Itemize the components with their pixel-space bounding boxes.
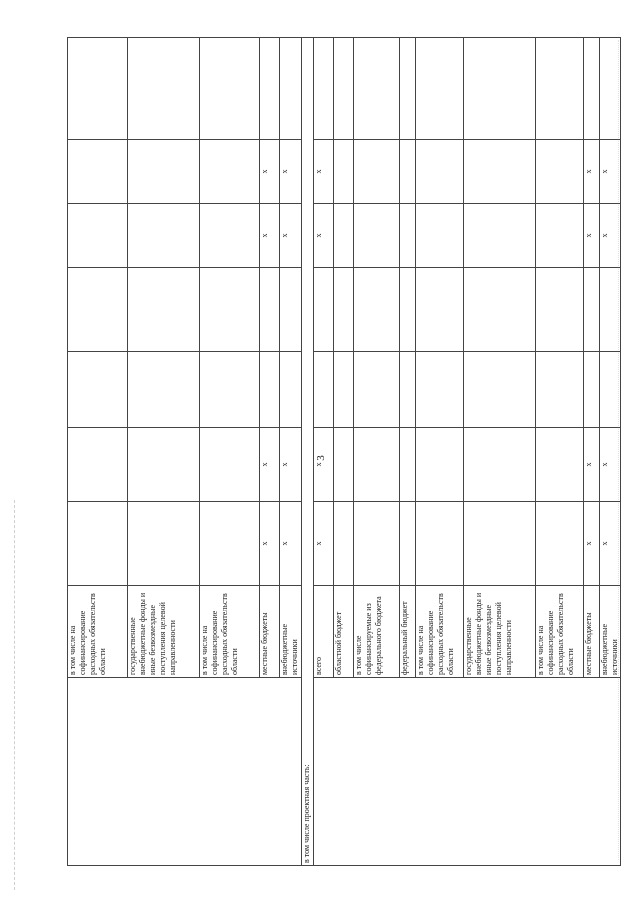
value-cell: x bbox=[600, 204, 621, 268]
value-cell: x bbox=[584, 428, 600, 502]
value-cell bbox=[464, 428, 536, 502]
value-cell: x bbox=[584, 204, 600, 268]
value-cell bbox=[416, 428, 464, 502]
blank-cell bbox=[314, 38, 334, 140]
scan-edge-mark bbox=[14, 500, 16, 890]
row-label: областной бюджет bbox=[334, 586, 354, 678]
value-cell bbox=[354, 204, 400, 268]
row-label: в том числе на софинансирование расходных обязательств области bbox=[68, 586, 128, 678]
value-cell bbox=[68, 204, 128, 268]
value-cell bbox=[200, 268, 260, 352]
value-cell bbox=[334, 140, 354, 204]
value-cell bbox=[280, 268, 302, 352]
value-cell bbox=[334, 204, 354, 268]
value-cell bbox=[416, 204, 464, 268]
table-row bbox=[68, 38, 128, 866]
value-cell bbox=[128, 204, 200, 268]
value-cell bbox=[334, 268, 354, 352]
value-cell bbox=[354, 428, 400, 502]
value-cell bbox=[400, 352, 416, 428]
value-cell bbox=[400, 502, 416, 586]
value-cell bbox=[68, 352, 128, 428]
blank-cell bbox=[334, 38, 354, 140]
row-label: в том числе на софинансирование расходных обязательств области bbox=[536, 586, 584, 678]
value-cell bbox=[584, 268, 600, 352]
value-cell bbox=[354, 502, 400, 586]
value-cell bbox=[280, 352, 302, 428]
value-cell: x bbox=[584, 140, 600, 204]
row-label: государственные внебюджетные фонды и иные безвозмездные поступления целевой направленности bbox=[128, 586, 200, 678]
blank-cell bbox=[68, 38, 128, 140]
value-cell bbox=[128, 140, 200, 204]
value-cell bbox=[354, 352, 400, 428]
value-cell bbox=[464, 268, 536, 352]
value-cell bbox=[260, 352, 280, 428]
row-label: местные бюджеты bbox=[584, 586, 600, 678]
table-row bbox=[314, 38, 334, 866]
value-cell: x bbox=[584, 502, 600, 586]
value-cell bbox=[416, 502, 464, 586]
value-cell: x bbox=[314, 140, 334, 204]
value-cell bbox=[68, 268, 128, 352]
value-cell bbox=[536, 140, 584, 204]
row-label: всего bbox=[314, 586, 334, 678]
value-cell bbox=[200, 428, 260, 502]
value-cell bbox=[128, 428, 200, 502]
value-cell: x bbox=[600, 502, 621, 586]
value-cell bbox=[260, 268, 280, 352]
value-cell bbox=[464, 352, 536, 428]
value-cell bbox=[416, 268, 464, 352]
value-cell: x bbox=[600, 428, 621, 502]
value-cell bbox=[400, 140, 416, 204]
value-cell bbox=[334, 502, 354, 586]
value-cell: x bbox=[280, 140, 302, 204]
value-cell bbox=[200, 204, 260, 268]
value-cell bbox=[334, 352, 354, 428]
row-label: в том числе на софинансирование расходных обязательств области bbox=[200, 586, 260, 678]
value-cell bbox=[354, 140, 400, 204]
value-cell bbox=[464, 140, 536, 204]
value-cell bbox=[464, 502, 536, 586]
value-cell: x bbox=[314, 502, 334, 586]
section-label: в том числе проектная часть: bbox=[302, 38, 314, 866]
budget-table bbox=[67, 37, 621, 866]
value-cell bbox=[536, 204, 584, 268]
value-cell bbox=[600, 352, 621, 428]
blank-cell bbox=[400, 38, 416, 140]
blank-cell bbox=[260, 38, 280, 140]
value-cell bbox=[600, 268, 621, 352]
value-cell bbox=[400, 204, 416, 268]
value-cell bbox=[400, 428, 416, 502]
value-cell bbox=[416, 140, 464, 204]
row-label: внебюджетные источники bbox=[600, 586, 621, 678]
value-cell bbox=[354, 268, 400, 352]
value-cell: x bbox=[314, 428, 334, 502]
value-cell: x bbox=[280, 204, 302, 268]
value-cell: x bbox=[280, 428, 302, 502]
value-cell: x bbox=[260, 428, 280, 502]
section-row bbox=[302, 38, 314, 866]
row-label: местные бюджеты bbox=[260, 586, 280, 678]
blank-cell bbox=[280, 38, 302, 140]
value-cell bbox=[200, 352, 260, 428]
row-label: федеральный бюджет bbox=[400, 586, 416, 678]
blank-cell bbox=[128, 38, 200, 140]
value-cell: x bbox=[280, 502, 302, 586]
blank-cell bbox=[464, 38, 536, 140]
indicator-cell bbox=[314, 678, 621, 866]
blank-cell bbox=[536, 38, 584, 140]
value-cell bbox=[68, 428, 128, 502]
blank-cell bbox=[584, 38, 600, 140]
value-cell bbox=[464, 204, 536, 268]
rotated-table-area bbox=[67, 38, 619, 866]
value-cell: x bbox=[260, 204, 280, 268]
value-cell bbox=[200, 140, 260, 204]
value-cell bbox=[128, 268, 200, 352]
blank-cell bbox=[200, 38, 260, 140]
blank-cell bbox=[416, 38, 464, 140]
value-cell bbox=[314, 268, 334, 352]
value-cell bbox=[334, 428, 354, 502]
indicator-cell bbox=[68, 678, 302, 866]
page-number: 3 bbox=[314, 455, 327, 461]
value-cell bbox=[536, 352, 584, 428]
value-cell bbox=[314, 352, 334, 428]
value-cell: x bbox=[600, 140, 621, 204]
value-cell: x bbox=[260, 140, 280, 204]
value-cell: x bbox=[260, 502, 280, 586]
value-cell bbox=[536, 502, 584, 586]
value-cell bbox=[200, 502, 260, 586]
row-label: государственные внебюджетные фонды и иные безвозмездные поступления целевой направленности bbox=[464, 586, 536, 678]
blank-cell bbox=[354, 38, 400, 140]
value-cell bbox=[68, 502, 128, 586]
value-cell bbox=[536, 428, 584, 502]
row-label: в том числе на софинансирование расходных обязательств области bbox=[416, 586, 464, 678]
value-cell bbox=[584, 352, 600, 428]
value-cell: x bbox=[314, 204, 334, 268]
blank-cell bbox=[600, 38, 621, 140]
value-cell bbox=[400, 268, 416, 352]
value-cell bbox=[128, 502, 200, 586]
value-cell bbox=[416, 352, 464, 428]
value-cell bbox=[536, 268, 584, 352]
row-label: в том числе софинансируемые из федерального бюджета bbox=[354, 586, 400, 678]
value-cell bbox=[128, 352, 200, 428]
row-label: внебюджетные источники bbox=[280, 586, 302, 678]
budget-table-rotated bbox=[67, 38, 619, 866]
value-cell bbox=[68, 140, 128, 204]
